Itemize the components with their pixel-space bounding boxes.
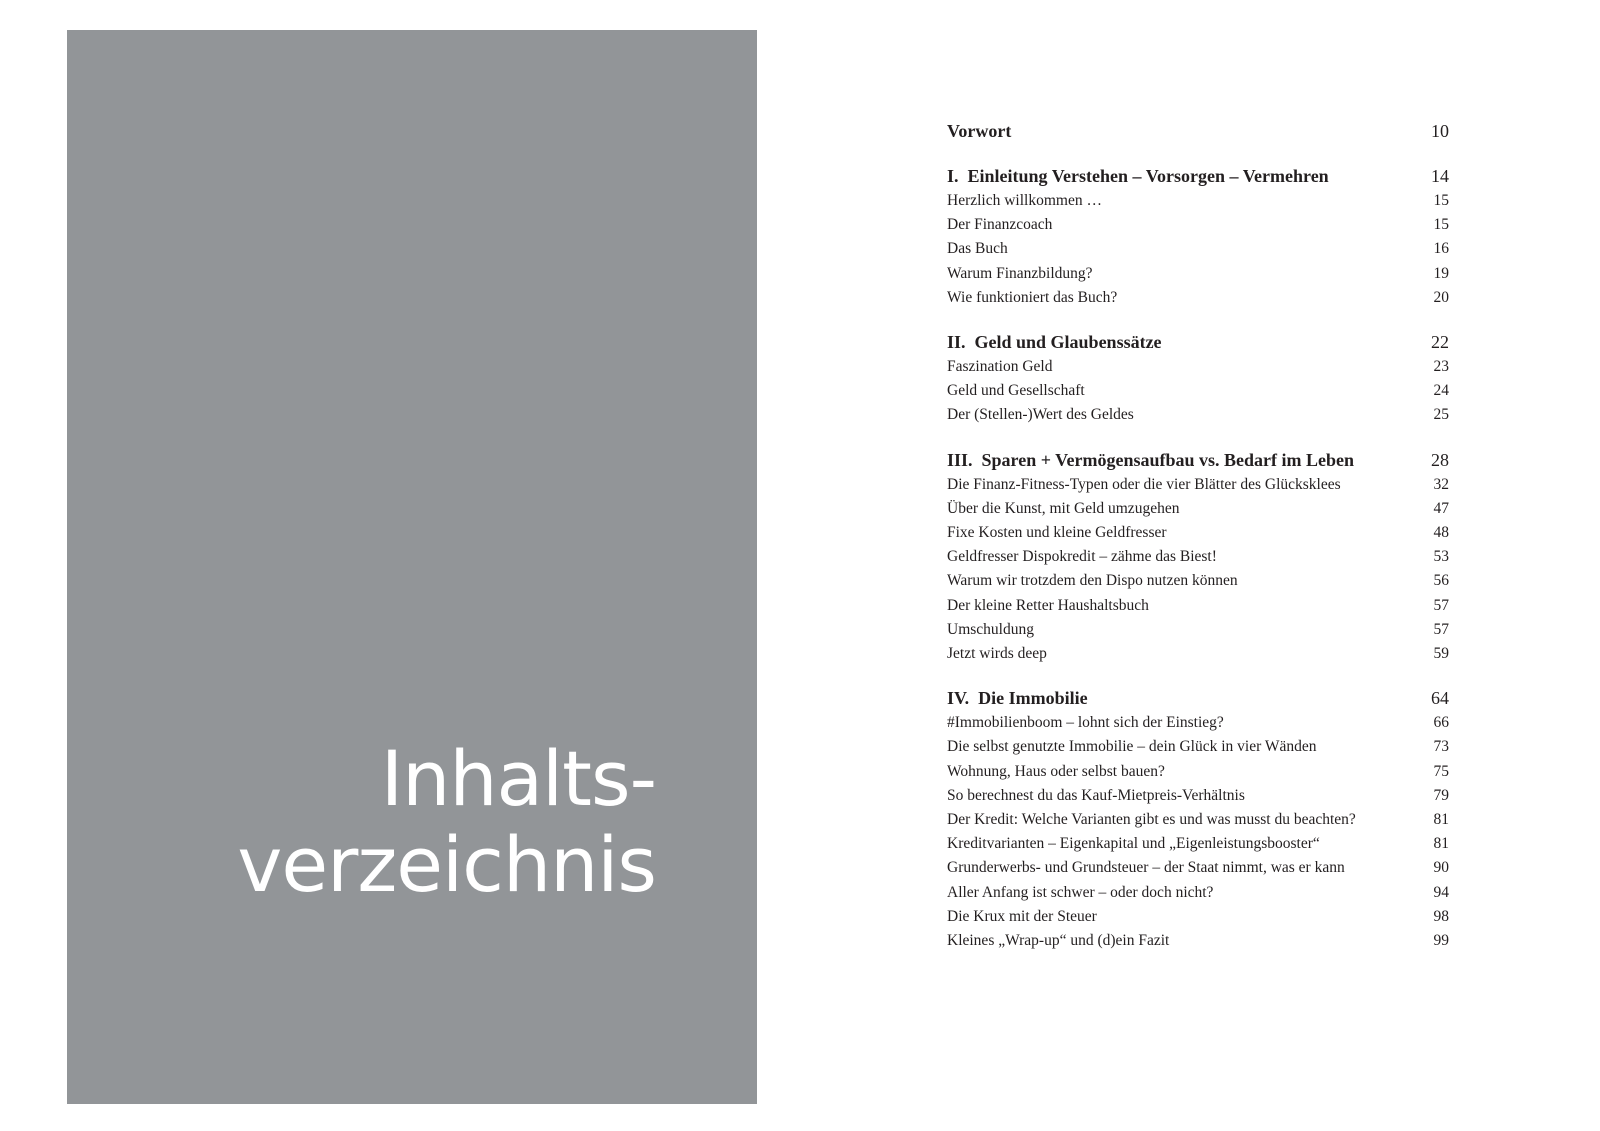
toc-chapter-label: I. Einleitung Verstehen – Vorsorgen – Vermehren [947, 166, 1329, 186]
toc-chapter-label: IV. Die Immobilie [947, 688, 1088, 709]
toc-entry-page: 99 [1433, 932, 1449, 950]
toc-entry-page: 90 [1433, 859, 1449, 877]
toc-entry-vorwort[interactable] [947, 118, 1449, 144]
toc-entry-page: 57 [1433, 620, 1449, 638]
toc-entry[interactable] [947, 808, 1449, 832]
toc-chapter-4[interactable] [947, 685, 1449, 711]
toc-entry-page: 10 [1431, 121, 1449, 141]
toc-entry-page: 57 [1433, 596, 1449, 614]
toc-entry-page: 23 [1433, 358, 1449, 376]
toc-entry[interactable] [947, 497, 1449, 521]
toc-entry-page: 56 [1433, 572, 1449, 590]
toc-entry-page: 75 [1433, 762, 1449, 780]
toc-entry-page: 20 [1433, 288, 1449, 306]
toc-entry[interactable] [947, 189, 1449, 213]
toc-entry[interactable] [947, 642, 1449, 666]
toc-entry[interactable] [947, 403, 1449, 427]
toc-entry-label: Geldfresser Dispokredit – zähme das Biest! [947, 548, 1217, 566]
toc-entry[interactable] [947, 711, 1449, 735]
toc-entry-page: 24 [1433, 382, 1449, 400]
toc-entry[interactable] [947, 594, 1449, 618]
toc-entry[interactable] [947, 735, 1449, 759]
table-of-contents [947, 118, 1449, 953]
toc-entry-label: So berechnest du das Kauf-Mietpreis-Verhältnis [947, 786, 1245, 804]
page-title-line-2: verzeichnis [237, 820, 656, 909]
page-title [237, 736, 656, 908]
toc-entry-label: Die Krux mit der Steuer [947, 907, 1097, 925]
toc-entry-label: Fixe Kosten und kleine Geldfresser [947, 524, 1167, 542]
title-panel [67, 30, 757, 1104]
toc-entry[interactable] [947, 856, 1449, 880]
toc-entry[interactable] [947, 905, 1449, 929]
toc-entry-page: 48 [1433, 524, 1449, 542]
toc-entry-label: Jetzt wirds deep [947, 645, 1047, 663]
toc-entry-label: #Immobilienboom – lohnt sich der Einstieg? [947, 714, 1224, 732]
toc-entry-page: 47 [1433, 499, 1449, 517]
toc-entry[interactable] [947, 784, 1449, 808]
toc-entry-page: 81 [1433, 811, 1449, 829]
toc-entry[interactable] [947, 521, 1449, 545]
toc-chapter-3[interactable] [947, 447, 1449, 473]
toc-entry-page: 53 [1433, 548, 1449, 566]
toc-entry-page: 94 [1433, 883, 1449, 901]
toc-entry-label: Kleines „Wrap-up“ und (d)ein Fazit [947, 932, 1170, 950]
toc-entry[interactable] [947, 881, 1449, 905]
toc-entry[interactable] [947, 213, 1449, 237]
toc-chapter-page: 64 [1431, 688, 1449, 709]
toc-chapter-page: 22 [1431, 332, 1449, 353]
toc-entry-page: 79 [1433, 786, 1449, 804]
toc-entry[interactable] [947, 832, 1449, 856]
toc-entry-label: Grunderwerbs- und Grundsteuer – der Staat nimmt, was er kann [947, 859, 1345, 877]
toc-entry[interactable] [947, 929, 1449, 953]
toc-entry-label: Die Finanz-Fitness-Typen oder die vier Blätter des Glücksklees [947, 475, 1341, 493]
toc-entry-page: 81 [1433, 835, 1449, 853]
toc-entry[interactable] [947, 545, 1449, 569]
toc-entry-label: Kreditvarianten – Eigenkapital und „Eigenleistungsbooster“ [947, 835, 1320, 853]
toc-entry-label: Das Buch [947, 240, 1008, 258]
toc-chapter-1[interactable] [947, 163, 1449, 189]
toc-entry-page: 15 [1433, 216, 1449, 234]
toc-entry-label: Vorwort [947, 121, 1012, 141]
page-title-line-1: Inhalts- [380, 734, 656, 823]
toc-entry-label: Herzlich willkommen … [947, 192, 1102, 209]
toc-entry-page: 73 [1433, 738, 1449, 756]
toc-entry-label: Der Finanzcoach [947, 216, 1053, 234]
toc-entry-label: Faszination Geld [947, 358, 1053, 376]
toc-entry-page: 16 [1433, 240, 1449, 258]
toc-entry-label: Geld und Gesellschaft [947, 382, 1085, 400]
toc-chapter-label: II. Geld und Glaubenssätze [947, 332, 1162, 353]
toc-entry-page: 32 [1433, 475, 1449, 493]
toc-entry-label: Der kleine Retter Haushaltsbuch [947, 596, 1149, 614]
toc-entry-label: Warum Finanzbildung? [947, 264, 1093, 282]
toc-chapter-label: III. Sparen + Vermögensaufbau vs. Bedarf im Leben [947, 449, 1354, 470]
toc-entry-page: 59 [1433, 645, 1449, 663]
toc-entry-label: Über die Kunst, mit Geld umzugehen [947, 499, 1180, 517]
toc-chapter-page: 28 [1431, 449, 1449, 470]
toc-entry[interactable] [947, 237, 1449, 261]
toc-entry[interactable] [947, 262, 1449, 286]
toc-entry-label: Umschuldung [947, 620, 1034, 638]
toc-entry[interactable] [947, 355, 1449, 379]
toc-entry[interactable] [947, 569, 1449, 593]
toc-entry-label: Warum wir trotzdem den Dispo nutzen können [947, 572, 1238, 590]
toc-entry-label: Wie funktioniert das Buch? [947, 288, 1118, 306]
toc-entry-page: 98 [1433, 907, 1449, 925]
toc-entry[interactable] [947, 379, 1449, 403]
toc-entry-label: Wohnung, Haus oder selbst bauen? [947, 762, 1165, 780]
toc-entry-page: 15 [1433, 192, 1449, 209]
toc-entry-label: Die selbst genutzte Immobilie – dein Glück in vier Wänden [947, 738, 1317, 756]
toc-entry-label: Der Kredit: Welche Varianten gibt es und was musst du beachten? [947, 811, 1356, 829]
toc-entry-label: Aller Anfang ist schwer – oder doch nicht? [947, 883, 1214, 901]
toc-chapter-page: 14 [1431, 166, 1449, 186]
toc-entry[interactable] [947, 760, 1449, 784]
toc-entry-page: 66 [1433, 714, 1449, 732]
toc-entry-page: 25 [1433, 406, 1449, 424]
toc-entry[interactable] [947, 286, 1449, 310]
toc-chapter-2[interactable] [947, 329, 1449, 355]
toc-entry[interactable] [947, 473, 1449, 497]
toc-entry[interactable] [947, 618, 1449, 642]
toc-entry-label: Der (Stellen-)Wert des Geldes [947, 406, 1134, 424]
toc-entry-page: 19 [1433, 264, 1449, 282]
